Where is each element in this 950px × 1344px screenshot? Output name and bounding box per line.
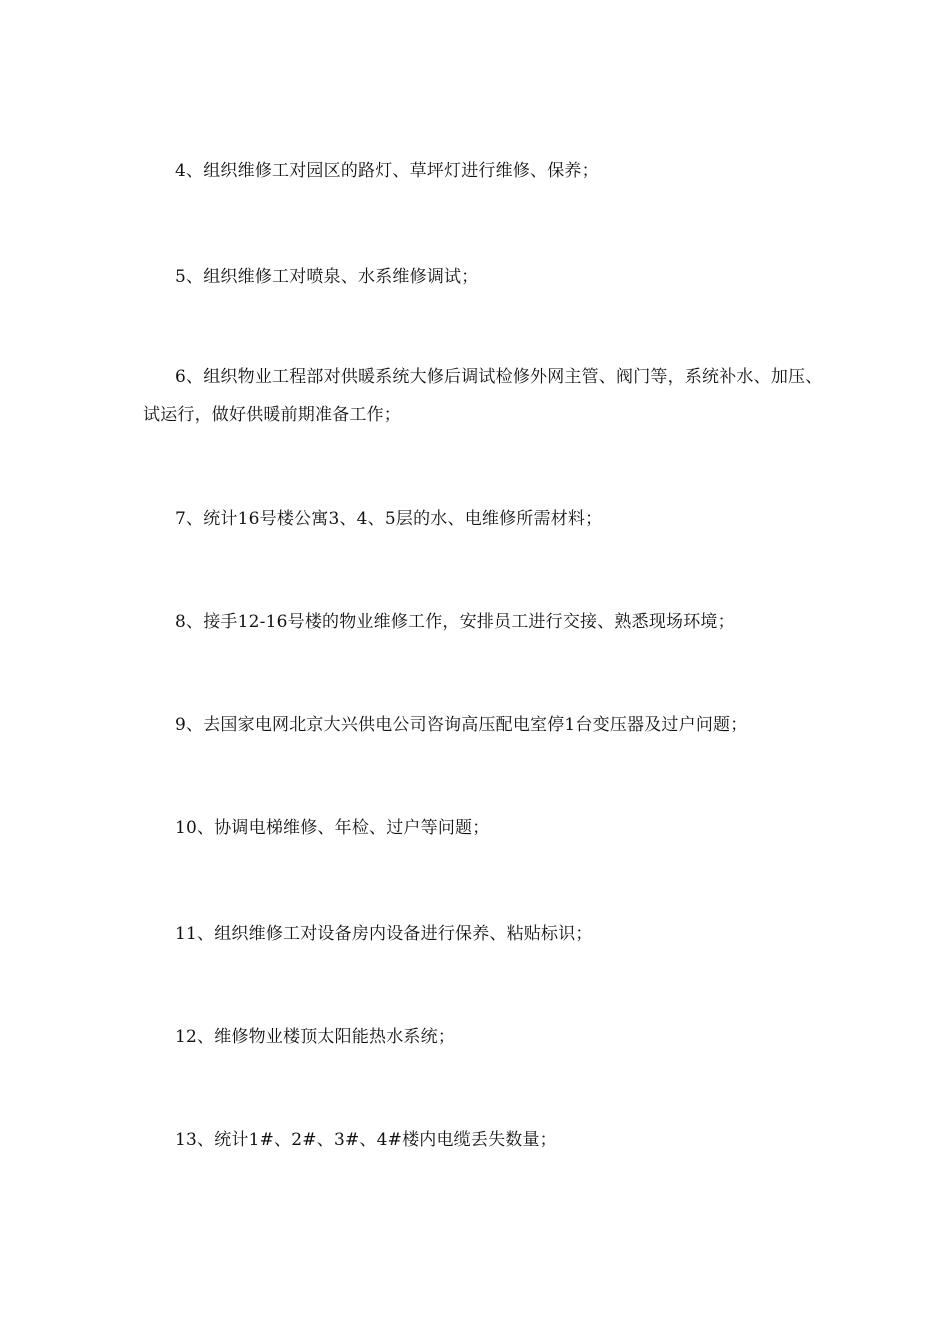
list-item: 13、统计1#、2#、3#、4#楼内电缆丢失数量； <box>175 1130 557 1150</box>
list-item: 5、组织维修工对喷泉、水系维修调试； <box>175 267 479 287</box>
list-item: 11、组织维修工对设备房内设备进行保养、粘贴标识； <box>175 924 593 944</box>
list-item: 12、维修物业楼顶太阳能热水系统； <box>175 1027 456 1047</box>
list-item: 6、组织物业工程部对供暖系统大修后调试检修外网主管、阀门等，系统补水、加压、试运行，做好供暖前期准备工作； <box>143 367 823 425</box>
list-item: 7、统计16号楼公寓3、4、5层的水、电维修所需材料； <box>175 509 603 529</box>
list-item: 8、接手12-16号楼的物业维修工作，安排员工进行交接、熟悉现场环境； <box>175 612 735 632</box>
list-item: 9、去国家电网北京大兴供电公司咨询高压配电室停1台变压器及过户问题； <box>175 715 748 735</box>
list-item: 10、协调电梯维修、年检、过户等问题； <box>175 818 490 838</box>
list-item: 4、组织维修工对园区的路灯、草坪灯进行维修、保养； <box>175 161 599 181</box>
